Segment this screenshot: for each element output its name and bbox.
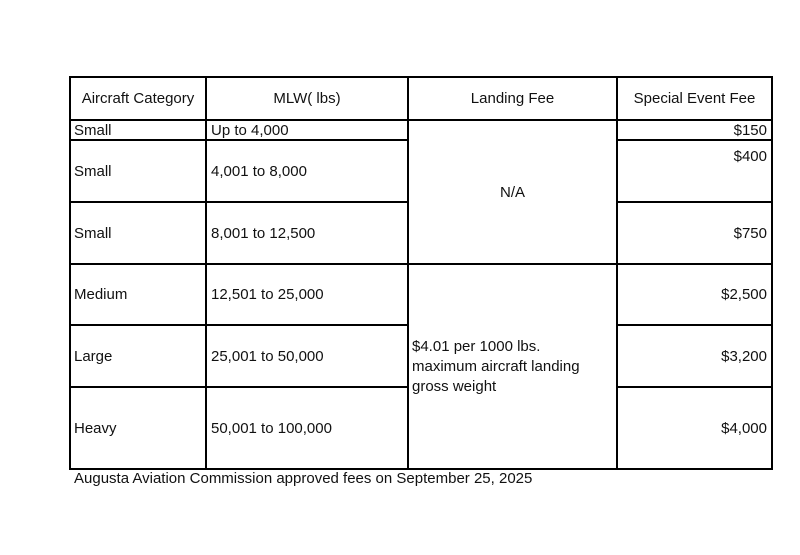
mlw-cell: 12,501 to 25,000	[206, 264, 408, 325]
special-event-fee-cell: $400	[617, 140, 772, 202]
mlw-cell: 25,001 to 50,000	[206, 325, 408, 387]
category-cell: Small	[70, 140, 206, 202]
header-aircraft-category: Aircraft Category	[70, 77, 206, 120]
fee-table	[69, 76, 773, 470]
special-event-fee-cell: $3,200	[617, 325, 772, 387]
category-cell: Medium	[70, 264, 206, 325]
table-row	[70, 120, 772, 140]
header-row	[70, 77, 772, 120]
landing-fee-rate-line: gross weight	[412, 377, 497, 395]
special-event-fee-cell: $2,500	[617, 264, 772, 325]
footnote: Augusta Aviation Commission approved fees on September 25, 2025	[74, 470, 533, 487]
mlw-cell: Up to 4,000	[206, 120, 408, 140]
category-cell: Small	[70, 120, 206, 140]
category-cell: Heavy	[70, 387, 206, 469]
mlw-cell: 8,001 to 12,500	[206, 202, 408, 264]
landing-fee-rate-cell	[408, 264, 617, 469]
landing-fee-rate-line: maximum aircraft landing	[412, 357, 580, 375]
category-cell: Large	[70, 325, 206, 387]
mlw-cell: 4,001 to 8,000	[206, 140, 408, 202]
special-event-fee-cell: $750	[617, 202, 772, 264]
landing-fee-small-cell: N/A	[408, 120, 617, 264]
category-cell: Small	[70, 202, 206, 264]
table-row	[70, 264, 772, 325]
header-landing-fee: Landing Fee	[408, 77, 617, 120]
header-mlw: MLW( lbs)	[206, 77, 408, 120]
special-event-fee-cell: $150	[617, 120, 772, 140]
landing-fee-rate-line: $4.01 per 1000 lbs.	[412, 337, 541, 355]
header-special-event-fee: Special Event Fee	[617, 77, 772, 120]
mlw-cell: 50,001 to 100,000	[206, 387, 408, 469]
special-event-fee-cell: $4,000	[617, 387, 772, 469]
